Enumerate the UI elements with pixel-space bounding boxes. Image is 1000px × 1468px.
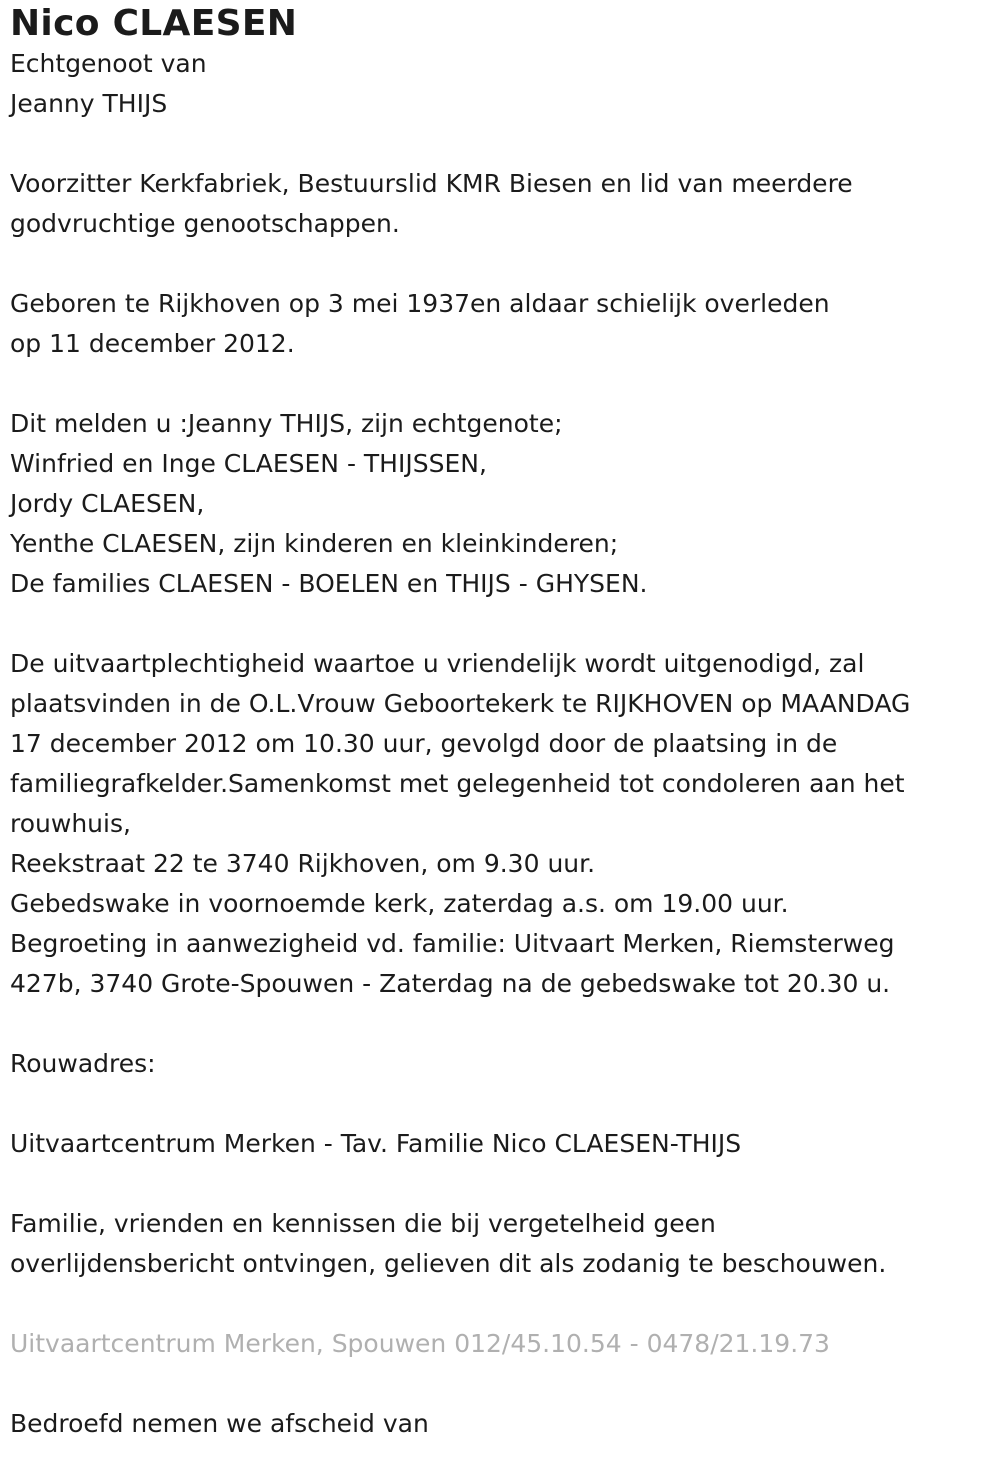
- spacer: [10, 604, 1000, 644]
- funeral-line: 427b, 3740 Grote-Spouwen - Zaterdag na de gebedswake tot 20.30 u.: [10, 969, 891, 998]
- roles-line: godvruchtige genootschappen.: [10, 209, 400, 238]
- deceased-name: Nico CLAESEN: [10, 3, 298, 44]
- funeral-line: Reekstraat 22 te 3740 Rijkhoven, om 9.30 uur.: [10, 849, 596, 878]
- funeral-line: rouwhuis,: [10, 809, 131, 838]
- family-line: Yenthe CLAESEN, zijn kinderen en kleinkinderen;: [10, 529, 619, 558]
- spacer: [10, 124, 1000, 164]
- spacer: [10, 1084, 1000, 1124]
- funeral-home-contact: Uitvaartcentrum Merken, Spouwen 012/45.10.54 - 0478/21.19.73: [10, 1329, 830, 1358]
- family-line: De families CLAESEN - BOELEN en THIJS - GHYSEN.: [10, 569, 648, 598]
- spouse-name: Jeanny THIJS: [10, 89, 168, 118]
- spacer: [10, 364, 1000, 404]
- birth-death-line: Geboren te Rijkhoven op 3 mei 1937en aldaar schielijk overleden: [10, 289, 830, 318]
- address-label: Rouwadres:: [10, 1049, 156, 1078]
- farewell-line: Bedroefd nemen we afscheid van: [10, 1409, 429, 1438]
- spacer: [10, 1004, 1000, 1044]
- family-line: Dit melden u :Jeanny THIJS, zijn echtgenote;: [10, 409, 563, 438]
- mourning-address: Uitvaartcentrum Merken - Tav. Familie Nico CLAESEN-THIJS: [10, 1129, 742, 1158]
- funeral-line: familiegrafkelder.Samenkomst met gelegenheid tot condoleren aan het: [10, 769, 905, 798]
- spacer: [10, 1364, 1000, 1404]
- roles-line: Voorzitter Kerkfabriek, Bestuurslid KMR Biesen en lid van meerdere: [10, 169, 853, 198]
- obituary-notice: [0, 4, 1000, 1468]
- closing-line: Familie, vrienden en kennissen die bij vergetelheid geen: [10, 1209, 716, 1238]
- funeral-line: Gebedswake in voornoemde kerk, zaterdag a.s. om 19.00 uur.: [10, 889, 789, 918]
- spacer: [10, 244, 1000, 284]
- birth-death-line: op 11 december 2012.: [10, 329, 295, 358]
- funeral-line: De uitvaartplechtigheid waartoe u vriendelijk wordt uitgenodigd, zal: [10, 649, 865, 678]
- spacer: [10, 1284, 1000, 1324]
- family-line: Winfried en Inge CLAESEN - THIJSSEN,: [10, 449, 487, 478]
- spacer: [10, 1164, 1000, 1204]
- closing-line: overlijdensbericht ontvingen, gelieven dit als zodanig te beschouwen.: [10, 1249, 887, 1278]
- funeral-line: 17 december 2012 om 10.30 uur, gevolgd door de plaatsing in de: [10, 729, 838, 758]
- funeral-line: plaatsvinden in de O.L.Vrouw Geboortekerk te RIJKHOVEN op MAANDAG: [10, 689, 911, 718]
- spouse-label: Echtgenoot van: [10, 49, 207, 78]
- family-line: Jordy CLAESEN,: [10, 489, 205, 518]
- funeral-line: Begroeting in aanwezigheid vd. familie: Uitvaart Merken, Riemsterweg: [10, 929, 895, 958]
